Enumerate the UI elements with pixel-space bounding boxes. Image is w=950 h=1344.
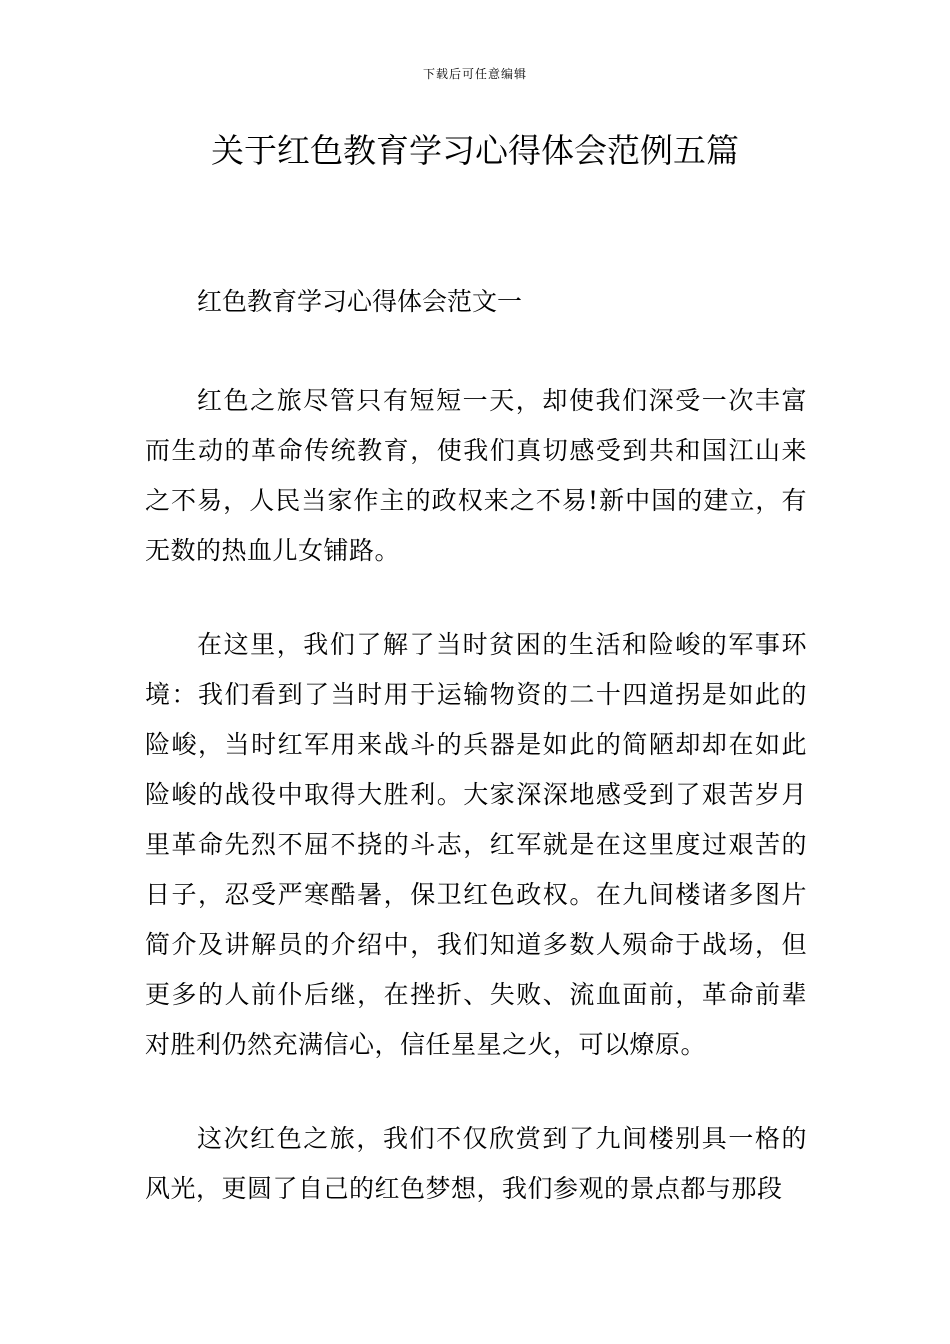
- section-subtitle: 红色教育学习心得体会范文一: [197, 287, 523, 316]
- paragraph-3: 这次红色之旅，我们不仅欣赏到了九间楼别具一格的风光，更圆了自己的红色梦想，我们参观的景点都与那段: [145, 1124, 807, 1203]
- document-body: [145, 280, 807, 1214]
- header-note: 下载后可任意编辑: [422, 67, 527, 81]
- paragraph-1: 红色之旅尽管只有短短一天，却使我们深受一次丰富而生动的革命传统教育，使我们真切感受到共和国江山来之不易，人民当家作主的政权来之不易!新中国的建立，有无数的热血儿女铺路。: [145, 386, 807, 565]
- paragraph-2: 在这里，我们了解了当时贫困的生活和险峻的军事环境：我们看到了当时用于运输物资的二十四道拐是如此的险峻，当时红军用来战斗的兵器是如此的简陋却却在如此险峻的战役中取得大胜利。大家深深地感受到了艰苦岁月里革命先烈不屈不挠的斗志，红军就是在这里度过艰苦的日子，忍受严寒酷暑，保卫红色政权。在九间楼诸多图片简介及讲解员的介绍中，我们知道多数人殒命于战场，但更多的人前仆后继，在挫折、失败、流血面前，革命前辈对胜利仍然充满信心，信任星星之火，可以燎原。: [145, 630, 807, 1059]
- document-title: 关于红色教育学习心得体会范例五篇: [211, 131, 739, 170]
